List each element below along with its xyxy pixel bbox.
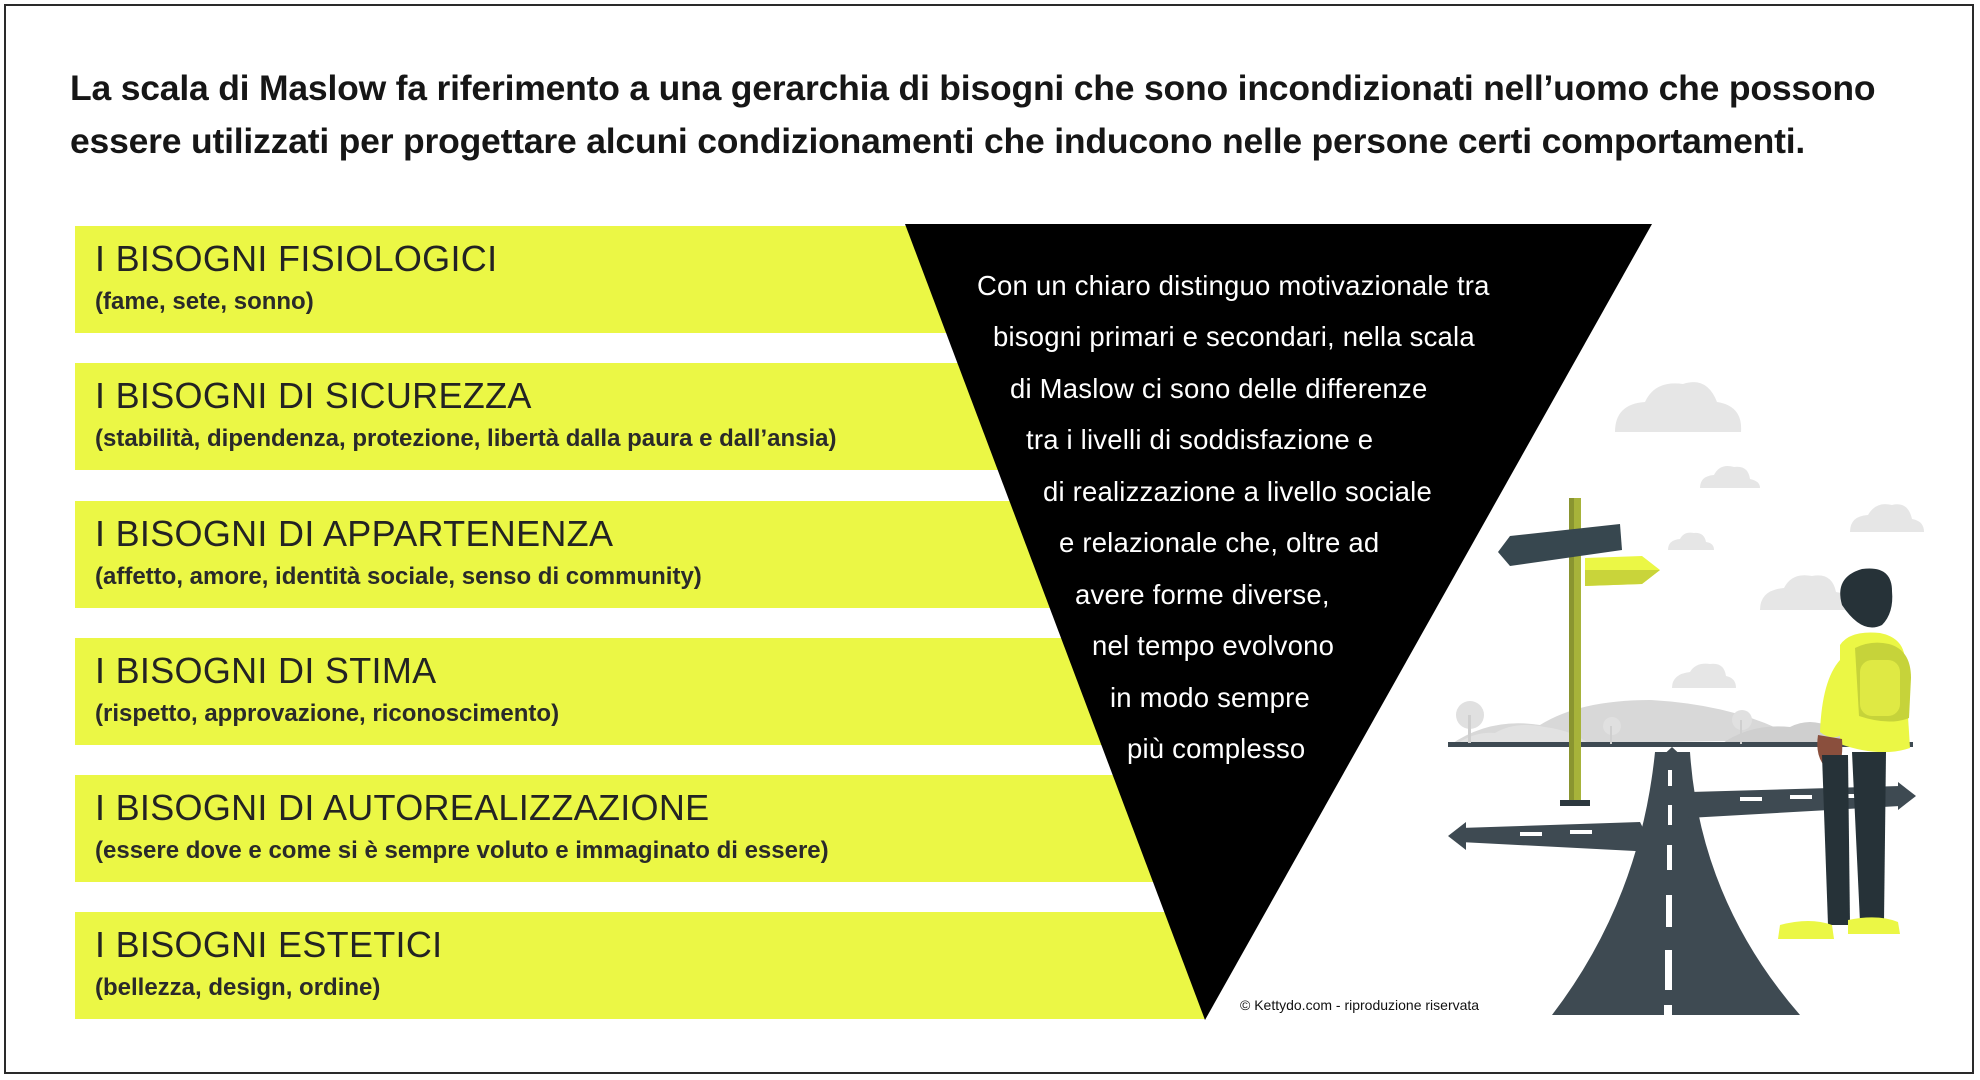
- need-heading: I BISOGNI FISIOLOGICI: [95, 238, 498, 279]
- need-description: (fame, sete, sonno): [95, 288, 314, 315]
- triangle-line: tra i livelli di soddisfazione e: [1026, 424, 1374, 455]
- triangle-line: e relazionale che, oltre ad: [1059, 527, 1380, 558]
- copyright-credit: © Kettydo.com - riproduzione riservata: [1240, 997, 1480, 1013]
- need-heading: I BISOGNI DI STIMA: [95, 650, 437, 691]
- title-line-1: La scala di Maslow fa riferimento a una gerarchia di bisogni che sono incondizionati nell’uomo che possono: [70, 68, 1876, 108]
- need-description: (stabilità, dipendenza, protezione, libertà dalla paura e dall’ansia): [95, 425, 837, 452]
- triangle-line: in modo sempre: [1110, 682, 1310, 713]
- triangle-line: avere forme diverse,: [1075, 579, 1330, 610]
- triangle-line: Con un chiaro distinguo motivazionale tra: [977, 270, 1490, 301]
- triangle-line: più complesso: [1127, 733, 1306, 764]
- need-heading: I BISOGNI DI APPARTENENZA: [95, 513, 614, 554]
- signpost-icon: [1498, 498, 1660, 806]
- triangle-line: nel tempo evolvono: [1092, 630, 1335, 661]
- need-heading: I BISOGNI DI SICUREZZA: [95, 375, 532, 416]
- need-description: (affetto, amore, identità sociale, senso di community): [95, 563, 702, 590]
- triangle-line: di realizzazione a livello sociale: [1043, 476, 1432, 507]
- triangle-line: di Maslow ci sono delle differenze: [1010, 373, 1428, 404]
- need-heading: I BISOGNI ESTETICI: [95, 924, 443, 965]
- person-icon: [1778, 568, 1911, 939]
- title-line-2: essere utilizzati per progettare alcuni condizionamenti che inducono nelle persone certi comportamenti.: [70, 121, 1806, 161]
- need-description: (rispetto, approvazione, riconoscimento): [95, 700, 560, 727]
- need-description: (essere dove e come si è sempre voluto e immaginato di essere): [95, 837, 829, 864]
- need-description: (bellezza, design, ordine): [95, 974, 381, 1001]
- triangle-line: bisogni primari e secondari, nella scala: [993, 321, 1475, 352]
- need-heading: I BISOGNI DI AUTOREALIZZAZIONE: [95, 787, 710, 828]
